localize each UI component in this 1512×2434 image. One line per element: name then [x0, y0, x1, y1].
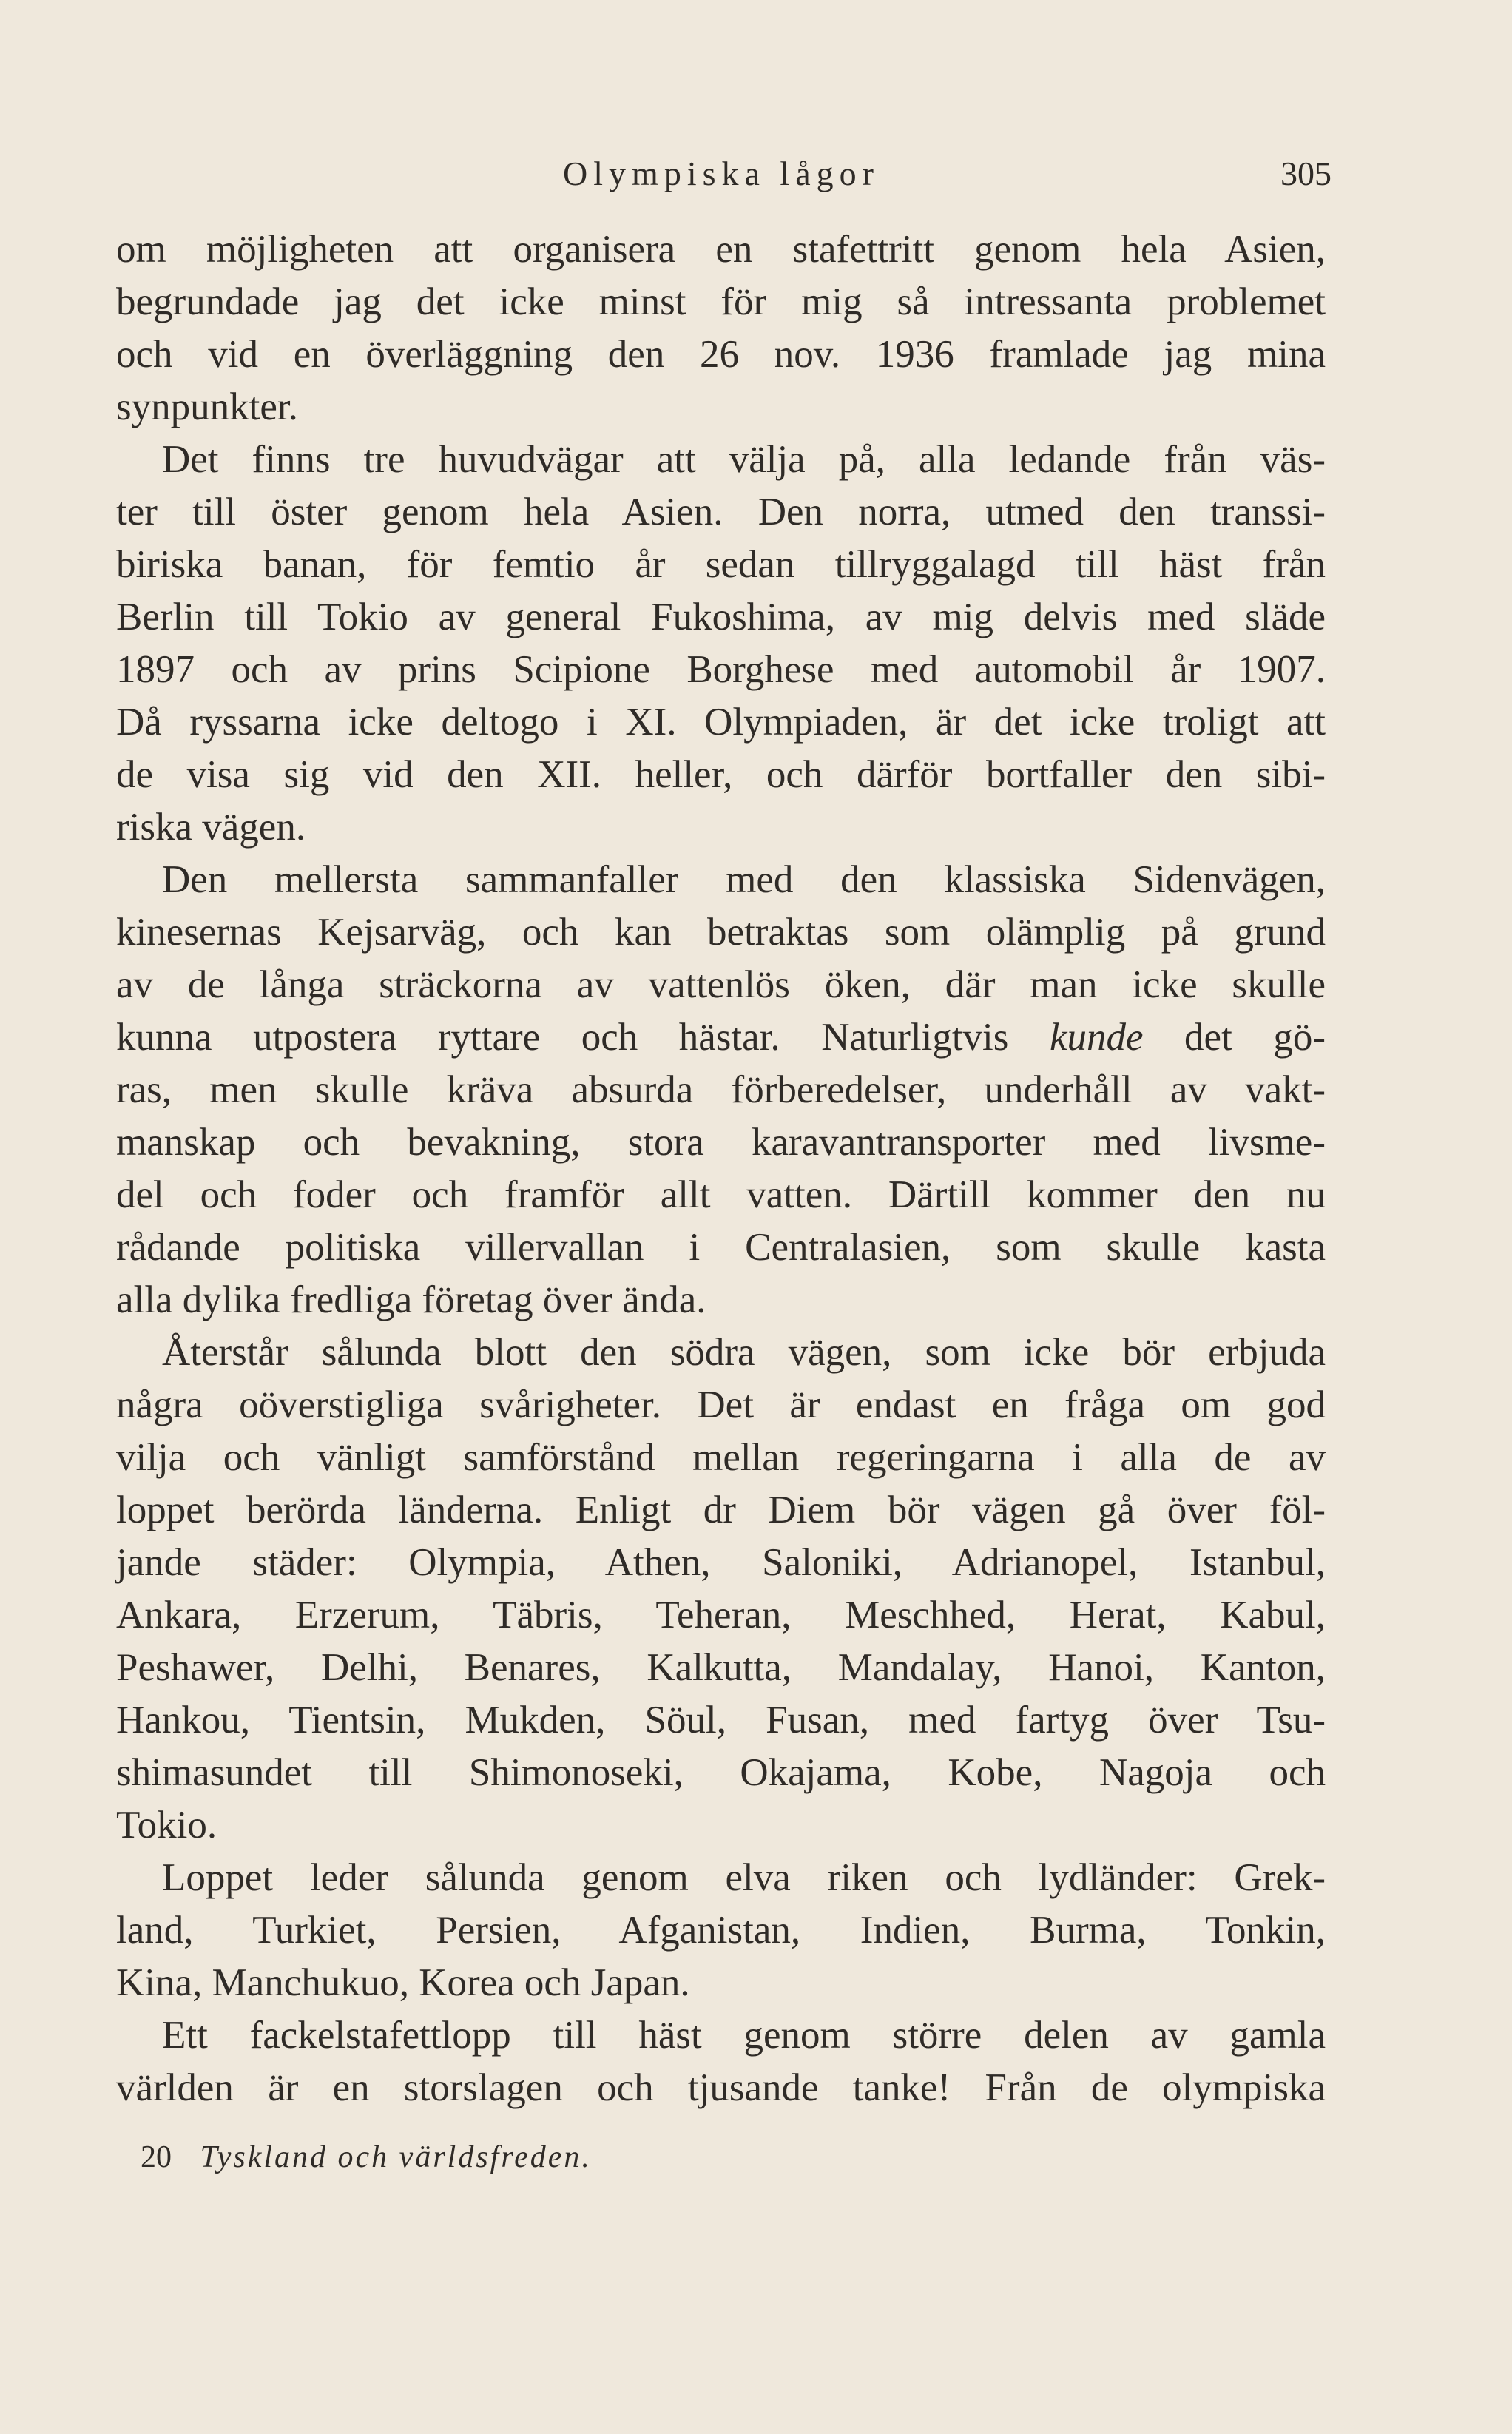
text-line: 1897 och av prins Scipione Borghese med automobil år 1907.	[116, 648, 1326, 691]
text-line: riska vägen.	[116, 806, 306, 849]
text-line: kunna utpostera ryttare och hästar. Naturligtvis kunde det gö-	[116, 1016, 1326, 1059]
text-line: Berlin till Tokio av general Fukoshima, av mig delvis med släde	[116, 596, 1326, 638]
signature-title: Tyskland och världsfreden.	[200, 2140, 592, 2174]
text-line: del och foder och framför allt vatten. Därtill kommer den nu	[116, 1173, 1326, 1216]
text-line: Hankou, Tientsin, Mukden, Söul, Fusan, med fartyg över Tsu-	[116, 1699, 1326, 1742]
text-line: Loppet leder sålunda genom elva riken och lydländer: Grek-	[162, 1856, 1326, 1899]
running-head	[111, 152, 1332, 196]
text-line: kinesernas Kejsarväg, och kan betraktas som olämplig på grund	[116, 911, 1326, 954]
text-line: ter till öster genom hela Asien. Den norra, utmed den transsi-	[116, 490, 1326, 533]
text-line: Ett fackelstafettlopp till häst genom större delen av gamla	[162, 2014, 1326, 2057]
text-line: vilja och vänligt samförstånd mellan regeringarna i alla de av	[116, 1436, 1326, 1479]
text-line: rådande politiska villervallan i Centralasien, som skulle kasta	[116, 1226, 1326, 1269]
text-line: Peshawer, Delhi, Benares, Kalkutta, Mandalay, Hanoi, Kanton,	[116, 1646, 1326, 1689]
text-line: världen är en storslagen och tjusande tanke! Från de olympiska	[116, 2066, 1326, 2109]
text-line: Återstår sålunda blott den södra vägen, som icke bör erbjuda	[162, 1331, 1326, 1374]
text-line: ras, men skulle kräva absurda förberedelser, underhåll av vakt-	[116, 1068, 1326, 1111]
text-line: begrundade jag det icke minst för mig så intressanta problemet	[116, 280, 1326, 323]
text-line: Den mellersta sammanfaller med den klassiska Sidenvägen,	[162, 858, 1326, 901]
text-line: shimasundet till Shimonoseki, Okajama, Kobe, Nagoja och	[116, 1751, 1326, 1794]
signature-number: 20	[141, 2140, 172, 2174]
text-line: om möjligheten att organisera en stafettritt genom hela Asien,	[116, 228, 1326, 271]
text-line: de visa sig vid den XII. heller, och därför bortfaller den sibi-	[116, 753, 1326, 796]
text-line: några oöverstigliga svårigheter. Det är endast en fråga om god	[116, 1383, 1326, 1426]
text-line: Tokio.	[116, 1804, 217, 1847]
text-line: jande städer: Olympia, Athen, Saloniki, Adrianopel, Istanbul,	[116, 1541, 1326, 1584]
text-line: av de långa sträckorna av vattenlös öken, där man icke skulle	[116, 963, 1326, 1006]
text-line: Då ryssarna icke deltogo i XI. Olympiaden, är det icke troligt att	[116, 701, 1326, 744]
text-line: loppet berörda länderna. Enligt dr Diem bör vägen gå över föl-	[116, 1489, 1326, 1531]
text-line: och vid en överläggning den 26 nov. 1936 framlade jag mina	[116, 333, 1326, 376]
text-line: Det finns tre huvudvägar att välja på, alla ledande från väs-	[162, 438, 1326, 481]
text-line: land, Turkiet, Persien, Afganistan, Indien, Burma, Tonkin,	[116, 1909, 1326, 1952]
text-line: manskap och bevakning, stora karavantransporter med livsme-	[116, 1121, 1326, 1164]
body-text	[116, 223, 1326, 2114]
text-line: Kina, Manchukuo, Korea och Japan.	[116, 1961, 690, 2004]
text-line: biriska banan, för femtio år sedan tillryggalagd till häst från	[116, 543, 1326, 586]
running-title: Olympiska lågor	[563, 155, 880, 192]
page-number: 305	[1280, 155, 1332, 192]
text-line: alla dylika fredliga företag över ända.	[116, 1278, 706, 1321]
text-line: Ankara, Erzerum, Täbris, Teheran, Meschhed, Herat, Kabul,	[116, 1594, 1326, 1636]
footer-signature	[141, 2135, 592, 2180]
text-line: synpunkter.	[116, 385, 298, 428]
